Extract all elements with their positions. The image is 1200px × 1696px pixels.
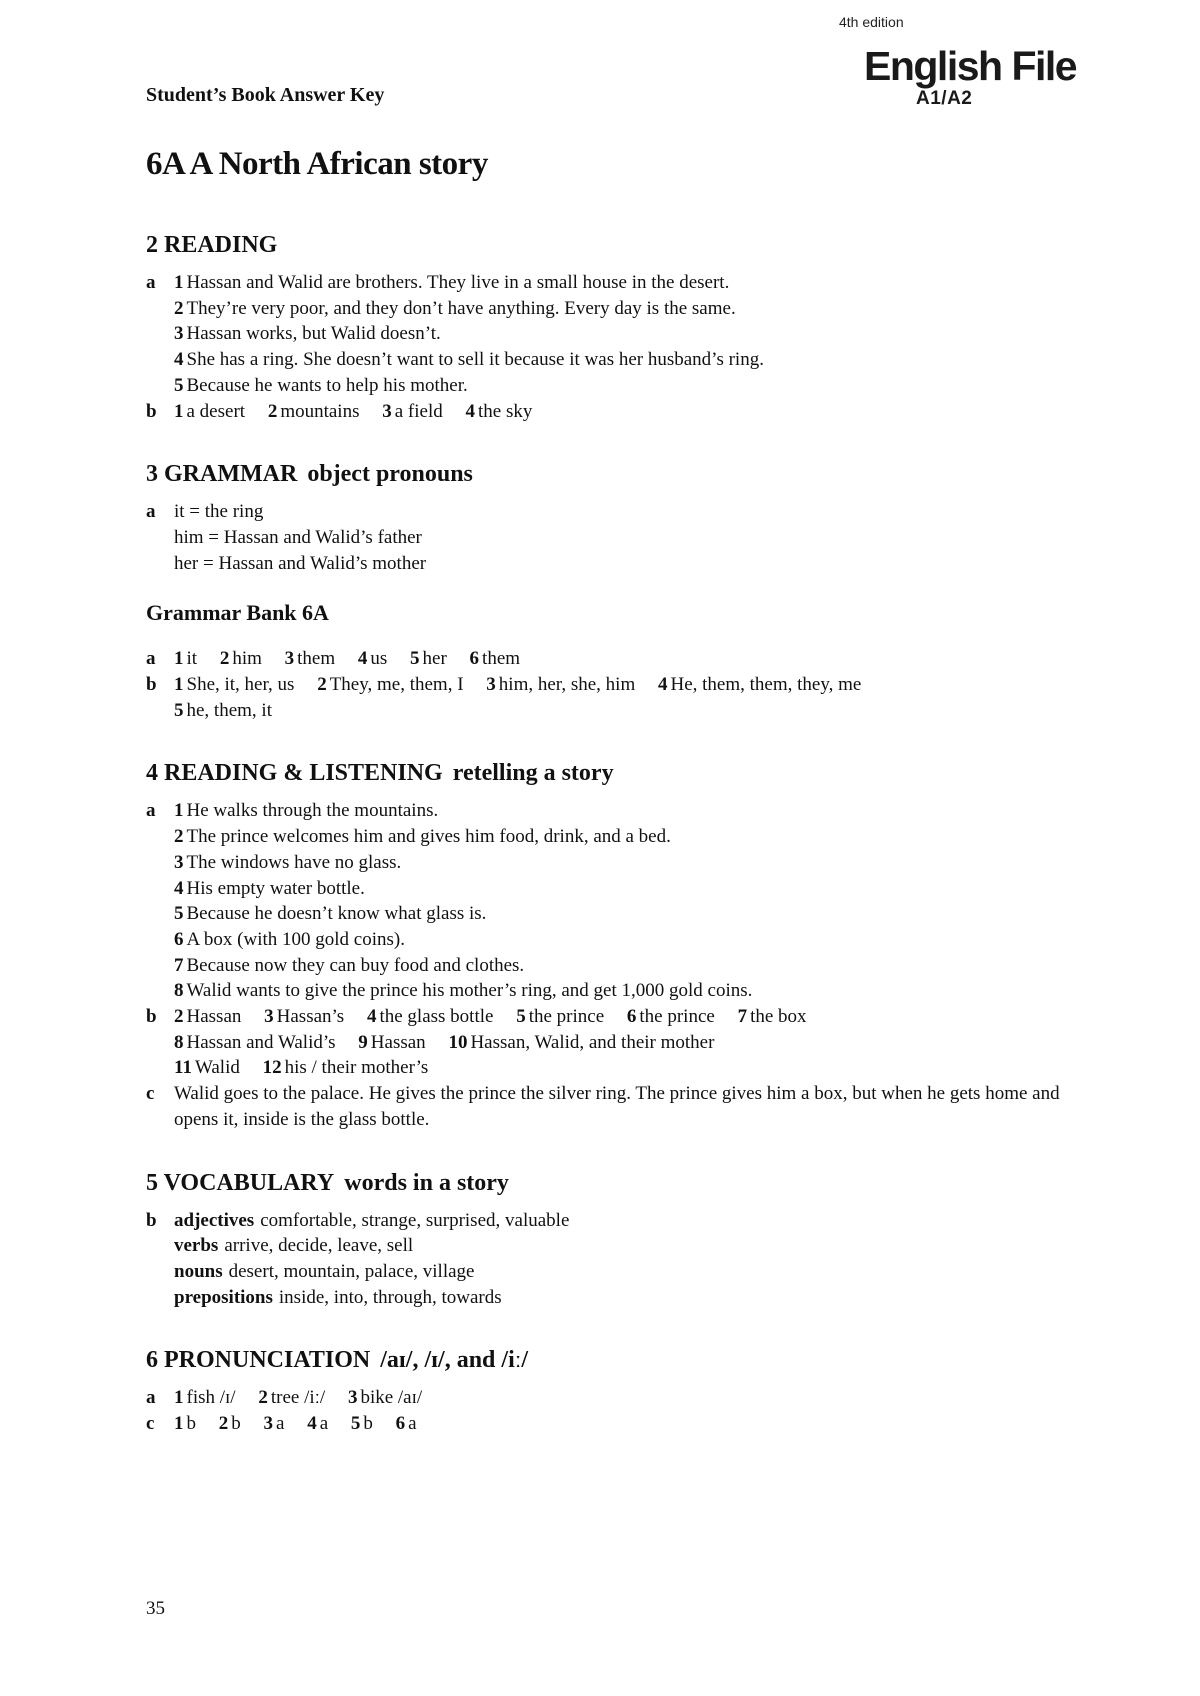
answer — [516, 1004, 604, 1030]
answer-number: 4 — [174, 877, 184, 899]
answer-number: 6 — [469, 648, 480, 670]
answer-number: 3 — [174, 323, 184, 345]
answer-text: Hassan — [370, 1031, 426, 1053]
answer-text: the glass bottle — [379, 1006, 494, 1028]
answer — [174, 646, 197, 672]
answer-line — [174, 1285, 1106, 1311]
answer-text: The windows have no glass. — [186, 851, 402, 873]
answer — [627, 1004, 715, 1030]
answer — [174, 1004, 241, 1030]
answer-text: Hassan — [186, 1006, 242, 1028]
answer-number: 3 — [263, 1413, 273, 1435]
answer-number: 2 — [258, 1387, 268, 1409]
answer — [285, 646, 336, 672]
answer-line — [174, 927, 1106, 953]
answer — [268, 399, 360, 425]
answer-line — [174, 953, 1106, 979]
answer-line — [174, 1208, 1106, 1234]
answer — [174, 698, 272, 724]
answer — [264, 1411, 285, 1437]
answer-number: 2 — [218, 1413, 229, 1435]
answer-number: 2 — [219, 648, 230, 670]
answer-line — [174, 876, 1106, 902]
answer-number: 3 — [264, 1006, 274, 1028]
answer-number: 8 — [174, 1031, 184, 1053]
answer-line: her = Hassan and Walid’s mother — [174, 552, 427, 574]
word-category: nouns — [174, 1260, 223, 1282]
answer-text: tree /iː/ — [270, 1387, 326, 1409]
document-subtitle: Student’s Book Answer Key — [146, 84, 385, 106]
item-letter: a — [146, 1387, 156, 1409]
answer-number: 5 — [516, 1006, 526, 1028]
section-topic: /aɪ/, /ɪ/, and /iː/ — [380, 1347, 529, 1374]
answer-text: them — [297, 648, 336, 670]
answer — [317, 672, 463, 698]
section-heading-text: 6 PRONUNCIATION — [146, 1347, 371, 1374]
answer — [220, 646, 262, 672]
answer — [219, 1411, 241, 1437]
section-topic: retelling a story — [452, 760, 614, 787]
answer-number: 5 — [350, 1413, 361, 1435]
section-topic: object pronouns — [307, 461, 473, 488]
item-letter: b — [146, 1209, 157, 1231]
answer — [367, 1004, 493, 1030]
answer-text: b — [186, 1413, 196, 1435]
answer-number: 12 — [262, 1057, 282, 1079]
answer — [466, 399, 533, 425]
logo-level: A1/A2 — [916, 88, 973, 109]
answer-number: 3 — [486, 674, 496, 696]
answer-line — [174, 399, 1106, 425]
answer-text: Because he doesn’t know what glass is. — [186, 903, 487, 925]
section-vocabulary — [146, 1168, 1106, 1311]
section-heading-text: 4 READING & LISTENING — [146, 760, 443, 787]
item-letter: a — [146, 272, 156, 293]
answer — [264, 1004, 344, 1030]
section-heading — [146, 1168, 1106, 1198]
section-reading-listening — [146, 758, 1106, 1132]
answer-line — [174, 1411, 1106, 1437]
answer-text: He, them, them, they, me — [670, 674, 862, 696]
answer-number: 4 — [357, 648, 368, 670]
answer-text: Because he wants to help his mother. — [186, 374, 468, 396]
answer-number: 4 — [174, 349, 184, 371]
answer-number: 9 — [358, 1031, 368, 1053]
answer-number: 8 — [174, 980, 184, 1002]
answer-number: 7 — [174, 954, 184, 976]
answer-line — [174, 698, 1106, 724]
answer — [410, 646, 447, 672]
answer — [174, 1411, 196, 1437]
item-letter: b — [146, 674, 157, 696]
answer-line — [174, 321, 1106, 347]
answer-line — [174, 1055, 1106, 1081]
page-number: 35 — [146, 1598, 165, 1619]
answer-number: 6 — [626, 1006, 637, 1028]
answer-line — [174, 850, 1106, 876]
answer-text: Walid — [194, 1057, 240, 1079]
answer — [174, 1385, 236, 1411]
answer-number: 4 — [465, 400, 475, 422]
answer-text: the prince — [528, 1006, 605, 1028]
answer-number: 6 — [174, 928, 184, 950]
answer-number: 4 — [366, 1006, 377, 1028]
answer-text: them — [482, 648, 521, 670]
answer — [174, 399, 245, 425]
answer-item-c — [146, 1081, 1106, 1132]
section-heading-text: 3 GRAMMAR — [146, 461, 298, 488]
answer-text: his / their mother’s — [284, 1057, 429, 1079]
answer — [174, 1055, 240, 1081]
answer-text: She, it, her, us — [186, 674, 295, 696]
answer-number: 7 — [737, 1006, 748, 1028]
answer-number: 4 — [658, 674, 668, 696]
answer-item-a — [146, 499, 1106, 576]
answer-text: a — [408, 1413, 417, 1435]
answer — [358, 646, 387, 672]
answer-text: Hassan, Walid, and their mother — [470, 1031, 715, 1053]
answer-line — [174, 1385, 1106, 1411]
answer-item-b — [146, 672, 1106, 723]
answer-number: 2 — [267, 400, 278, 422]
item-letter: c — [146, 1083, 155, 1105]
answer-line — [174, 296, 1106, 322]
answer-text: her — [422, 648, 447, 670]
answer-text: the prince — [639, 1006, 715, 1028]
section-heading-text: 5 VOCABULARY — [146, 1169, 335, 1196]
answer-line — [174, 1004, 1106, 1030]
edition-label: 4th edition — [839, 14, 904, 30]
answer-item-a — [146, 270, 1106, 399]
answer — [382, 399, 443, 425]
answer-text: He walks through the mountains. — [186, 800, 439, 822]
answer-text: a desert — [186, 400, 246, 422]
item-letter: b — [146, 400, 157, 422]
section-heading: 2 READING — [146, 232, 278, 258]
english-file-logo — [864, 44, 1104, 114]
answer-number: 1 — [174, 1413, 184, 1435]
answer-number: 3 — [382, 400, 392, 422]
answer-text: the sky — [478, 400, 533, 422]
answer-text: a — [276, 1413, 285, 1435]
answer-number: 3 — [174, 851, 184, 873]
section-heading — [146, 758, 1106, 788]
answer-text: Hassan and Walid are brothers. They live in a small house in the desert. — [186, 272, 730, 293]
answer-number: 1 — [174, 674, 184, 696]
answer-line — [174, 373, 1106, 399]
answer-item-b — [146, 1004, 1106, 1081]
answer-text: They, me, them, I — [329, 674, 464, 696]
answer-text: Hassan and Walid’s — [186, 1031, 336, 1053]
answer-line — [174, 978, 1106, 1004]
section-topic: words in a story — [344, 1169, 509, 1196]
answer-line — [174, 824, 1106, 850]
answer-number: 4 — [307, 1413, 317, 1435]
answer-text: comfortable, strange, surprised, valuable — [260, 1209, 570, 1231]
answer-text: the box — [750, 1006, 807, 1028]
answer-text: They’re very poor, and they don’t have anything. Every day is the same. — [186, 297, 736, 319]
answer-number: 2 — [174, 826, 184, 848]
answer-number: 11 — [174, 1057, 192, 1079]
answer-text: Hassan works, but Walid doesn’t. — [186, 323, 441, 345]
unit-title: 6A A North African story — [146, 146, 488, 182]
answer-number: 5 — [410, 648, 420, 670]
answer-text: bike /aɪ/ — [360, 1387, 423, 1409]
answer-number: 10 — [448, 1031, 468, 1053]
item-letter: a — [146, 800, 156, 822]
answer — [470, 646, 521, 672]
answer-number: 2 — [174, 1006, 184, 1028]
answer-item-b — [146, 399, 1106, 425]
answer — [307, 1411, 328, 1437]
answer-text: mountains — [280, 400, 360, 422]
answer-line — [174, 270, 1106, 296]
grammar-bank-heading: Grammar Bank 6A — [146, 600, 329, 626]
answer-line — [174, 1030, 1106, 1056]
section-heading — [146, 1345, 1106, 1375]
answer — [358, 1030, 425, 1056]
answer-number: 5 — [174, 374, 184, 396]
answer-item-a — [146, 646, 1106, 672]
answer-number: 1 — [174, 400, 184, 422]
answer — [258, 1385, 325, 1411]
answer-text: The prince welcomes him and gives him food, drink, and a bed. — [186, 826, 671, 848]
item-letter: a — [146, 648, 156, 670]
answer-text: She has a ring. She doesn’t want to sell it because it was her husband’s ring. — [186, 349, 764, 371]
item-letter: a — [146, 501, 156, 523]
answer-line — [174, 798, 1106, 824]
answer-text: b — [363, 1413, 373, 1435]
answer — [348, 1385, 422, 1411]
answer-text: A box (with 100 gold coins). — [186, 928, 405, 950]
answer-text: him — [232, 648, 262, 670]
answer-content — [146, 230, 1106, 1437]
answer-item-c — [146, 1411, 1106, 1437]
answer-number: 1 — [174, 648, 184, 670]
answer-text: it — [186, 648, 198, 670]
answer-line — [174, 1233, 1106, 1259]
answer-text: us — [370, 648, 388, 670]
answer-number: 3 — [347, 1387, 358, 1409]
answer-line — [174, 1259, 1106, 1285]
item-letter: c — [146, 1413, 155, 1435]
answer — [396, 1411, 417, 1437]
answer-text: desert, mountain, palace, village — [228, 1260, 475, 1282]
answer — [351, 1411, 373, 1437]
answer-text: Walid wants to give the prince his mother’s ring, and get 1,000 gold coins. — [186, 980, 753, 1002]
answer — [658, 672, 861, 698]
answer-item-b — [146, 1208, 1106, 1311]
answer-item-a — [146, 1385, 1106, 1411]
answer-number: 3 — [284, 648, 295, 670]
logo-title: English File — [864, 43, 1077, 89]
answer-line — [174, 901, 1106, 927]
answer-number: 2 — [317, 674, 327, 696]
section-grammar-bank — [146, 598, 1106, 723]
answer-number: 5 — [174, 699, 184, 721]
answer-number: 1 — [174, 1387, 184, 1409]
word-category: prepositions — [174, 1286, 273, 1308]
answer-text: inside, into, through, towards — [278, 1286, 502, 1308]
answer-number: 1 — [174, 272, 184, 293]
answer-text: a field — [394, 400, 443, 422]
answer-line — [174, 672, 1106, 698]
answer-number: 2 — [174, 297, 184, 319]
answer — [448, 1030, 714, 1056]
answer-text: fish /ɪ/ — [186, 1387, 236, 1409]
answer-text: arrive, decide, leave, sell — [224, 1235, 414, 1257]
answer — [174, 1030, 336, 1056]
word-category: verbs — [174, 1235, 219, 1257]
answer-line — [174, 646, 1106, 672]
section-reading — [146, 230, 1106, 424]
answer-paragraph: Walid goes to the palace. He gives the prince the silver ring. The prince gives him a box, but when he gets home and opens it, inside is the glass bottle. — [174, 1083, 1060, 1130]
answer — [263, 1055, 429, 1081]
answer-text: b — [231, 1413, 241, 1435]
answer-number: 5 — [174, 903, 184, 925]
section-grammar — [146, 459, 1106, 576]
answer-number: 6 — [395, 1413, 406, 1435]
answer-line — [174, 347, 1106, 373]
answer-text: he, them, it — [186, 699, 272, 721]
answer-item-a — [146, 798, 1106, 1004]
answer-text: a — [319, 1413, 329, 1435]
answer — [174, 672, 294, 698]
answer-line: him = Hassan and Walid’s father — [174, 526, 422, 548]
item-letter: b — [146, 1006, 157, 1028]
section-heading — [146, 459, 1106, 489]
word-category: adjectives — [174, 1209, 255, 1231]
answer-text: Because now they can buy food and clothes. — [186, 954, 525, 976]
answer-text: him, her, she, him — [498, 674, 636, 696]
answer — [486, 672, 635, 698]
section-pronunciation — [146, 1345, 1106, 1436]
answer-text: His empty water bottle. — [186, 877, 365, 899]
answer-text: Hassan’s — [276, 1006, 345, 1028]
answer-number: 1 — [174, 800, 184, 822]
answer-line: it = the ring — [174, 501, 264, 523]
answer — [738, 1004, 807, 1030]
